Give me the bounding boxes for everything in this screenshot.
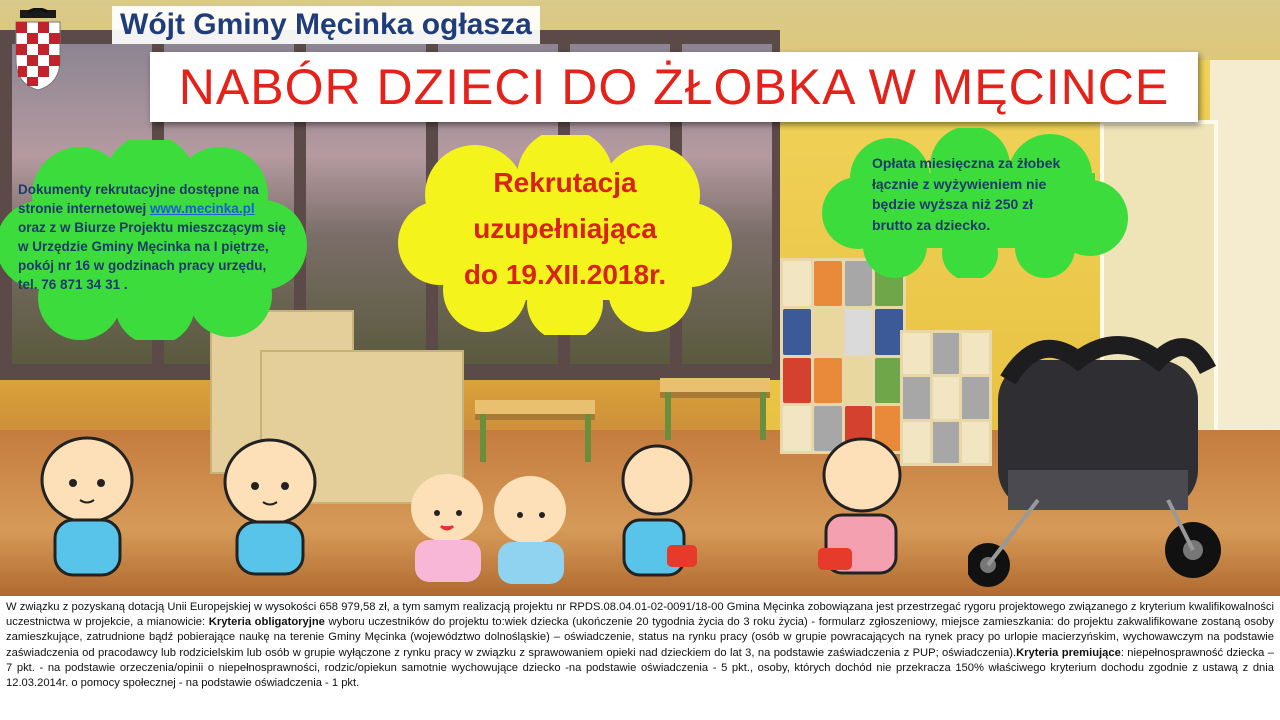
- announcer-title: Wójt Gminy Męcinka ogłasza: [112, 6, 540, 44]
- colored-lockers: [780, 258, 906, 454]
- center-cloud-text: Rekrutacja uzupełniająca do 19.XII.2018r.: [463, 167, 667, 290]
- baby-icon: [812, 430, 912, 580]
- page-title: NABÓR DZIECI DO ŻŁOBKA W MĘCINCE: [150, 52, 1198, 122]
- baby-icon: [488, 470, 573, 588]
- table: [660, 378, 770, 398]
- footer-text: W związku z pozyskaną dotacją Unii Europejskiej w wysokości 658 979,58 zł, a tym samym realizacją projektu nr RPDS.08.04.01-02-0091/18-00 Gmina Męcinka zobowiązana jest przestrzegać rygoru projektowego związanego z kryterium kwalifikowalności uczestnictwa w projekcie, a mianowicie: Kryteria obligatoryjne wyboru uczestników do projektu to:wiek dziecka (ukończenie 20 tygodnia życia do 3 roku życia) - formularz zgłoszeniowy, miejsce zamieszkania: do projektu zakwalifikowane zostaną osoby zamieszkujące, zatrudnione bądź pobierające naukę na terenie Gminy Męcinka (województwo dolnośląskie) – oświadczenie, status na rynku pracy (osób w grupie powracających na rynek pracy po urlopie macierzyńskim, wychowawczym na podstawie zaświadczenia od pracodawcy lub rodzicielskim lub osób w grupie wyłączone z rynku pracy w związku z sprawowaniem opieki nad dzieckiem do lat 3, na podstawie zaświadczenia z PUP; oświadczenia).Kryteria premiujące: niepełnosprawność dziecka – 7 pkt. - na podstawie orzeczenia/opinii o niepełnosprawności, rodzic/opiekun samotnie wychowujące dziecko -na podstawie oświadczenia - 5 pkt., osoby, których dochód nie przekracza 150% właściwego kryterium dochodu zgodnie z ustawą z dnia 12.03.2014r. o pomocy społecznej - na podstawie oświadczenia - 1 pkt.: [0, 596, 1280, 720]
- coat-of-arms-icon: [14, 8, 62, 92]
- baby-icon: [35, 425, 140, 585]
- table: [475, 400, 595, 420]
- baby-icon: [215, 430, 325, 580]
- left-cloud-text: Dokumenty rekrutacyjne dostępne na stronie internetowej www.mecinka.pl oraz z w Biurze Projektu mieszczącym się w Urzędzie Gminy Męcinka na I piętrze, pokój nr 16 w godzinach pracy urzędu, tel. 76 871 34 31 .: [18, 182, 286, 292]
- baby-icon: [612, 440, 702, 580]
- baby-icon: [405, 468, 490, 586]
- right-cloud-text: Opłata miesięczna za żłobek łącznie z wyżywieniem nie będzie wyższa niż 250 zł brutto za dziecko.: [872, 155, 1061, 233]
- website-link[interactable]: www.mecinka.pl: [150, 201, 255, 216]
- stroller-icon: [968, 320, 1228, 590]
